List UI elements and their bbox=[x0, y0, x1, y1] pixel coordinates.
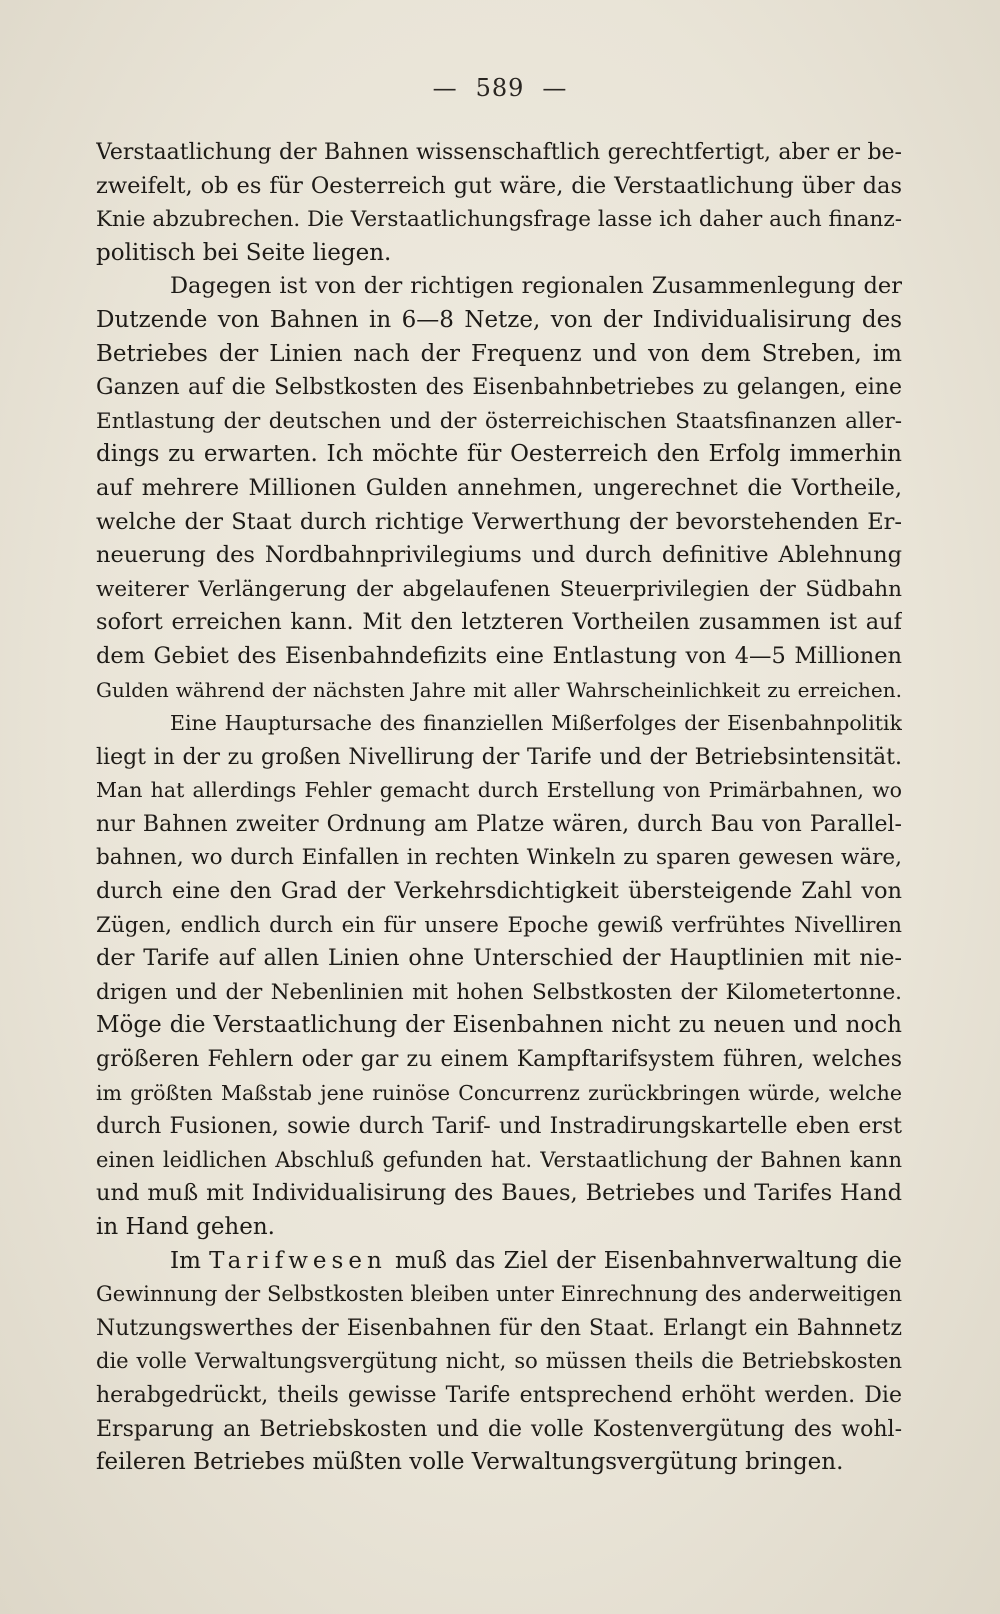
emphasized-term: Tarifwesen bbox=[209, 1247, 387, 1274]
text-line: Man hat allerdings Fehler gemacht durch Erstellung von Primärbahnen, wo bbox=[96, 778, 902, 803]
page-number-header bbox=[0, 74, 1000, 102]
text-line: nur Bahnen zweiter Ordnung am Platze wären, durch Bau von Parallel- bbox=[96, 811, 902, 837]
text-line: weiterer Verlängerung der abgelaufenen Steuerprivilegien der Südbahn bbox=[96, 576, 902, 602]
text-line: größeren Fehlern oder gar zu einem Kampftarifsystem führen, welches bbox=[96, 1047, 902, 1073]
text-line: Entlastung der deutschen und der österreichischen Staatsfinanzen aller- bbox=[96, 408, 902, 434]
text-line: Nutzungswerthes der Eisenbahnen für den Staat. Erlangt ein Bahnnetz bbox=[96, 1315, 902, 1341]
text-line: in Hand gehen. bbox=[96, 1214, 275, 1240]
text-line: Gewinnung der Selbstkosten bleiben unter Einrechnung des anderweitigen bbox=[96, 1282, 902, 1307]
text-line: durch eine den Grad der Verkehrsdichtigkeit übersteigende Zahl von bbox=[96, 878, 902, 905]
text-line: drigen und der Nebenlinien mit hohen Selbstkosten der Kilometertonne. bbox=[96, 979, 902, 1005]
text-line: dings zu erwarten. Ich möchte für Oesterreich den Erfolg immerhin bbox=[96, 441, 902, 468]
text-line: im größten Maßstab jene ruinöse Concurrenz zurückbringen würde, welche bbox=[96, 1080, 902, 1105]
text-line: die volle Verwaltungsvergütung nicht, so müssen theils die Betriebskosten bbox=[96, 1349, 902, 1374]
text-line: durch Fusionen, sowie durch Tarif- und Instradirungskartelle eben erst bbox=[96, 1114, 902, 1140]
paragraph-start-line: Dagegen ist von der richtigen regionalen Zusammenlegung der bbox=[170, 273, 902, 300]
dash-left: — bbox=[432, 74, 458, 102]
text-line: Gulden während der nächsten Jahre mit aller Wahrscheinlichkeit zu erreichen. bbox=[96, 677, 902, 702]
line-lead: Im bbox=[170, 1247, 210, 1274]
paragraph-start-line bbox=[96, 1245, 902, 1279]
text-line: dem Gebiet des Eisenbahndefizits eine Entlastung von 4—5 Millionen bbox=[96, 642, 902, 669]
text-line: herabgedrückt, theils gewisse Tarife entsprechend erhöht werden. Die bbox=[96, 1382, 902, 1408]
dash-right: — bbox=[542, 74, 568, 102]
text-line: Knie abzubrechen. Die Verstaatlichungsfrage lasse ich daher auch finanz- bbox=[96, 207, 902, 233]
text-line: sofort erreichen kann. Mit den letzteren Vortheilen zusammen ist auf bbox=[96, 609, 902, 636]
text-line: welche der Staat durch richtige Verwerthung der bevorstehenden Er- bbox=[96, 508, 902, 535]
text-line: feileren Betriebes müßten volle Verwaltungsvergütung bringen. bbox=[96, 1449, 844, 1476]
page-number: 589 bbox=[475, 74, 525, 102]
text-line: auf mehrere Millionen Gulden annehmen, ungerechnet die Vortheile, bbox=[96, 474, 902, 501]
text-line: Betriebes der Linien nach der Frequenz und von dem Streben, im bbox=[96, 340, 902, 367]
text-line: politisch bei Seite liegen. bbox=[96, 239, 392, 266]
text-line: der Tarife auf allen Linien ohne Unterschied der Hauptlinien mit nie- bbox=[96, 945, 902, 972]
text-line: neuerung des Nordbahnprivilegiums und durch definitive Ablehnung bbox=[96, 542, 902, 569]
text-line: einen leidlichen Abschluß gefunden hat. Verstaatlichung der Bahnen kann bbox=[96, 1147, 902, 1172]
text-line: Ganzen auf die Selbstkosten des Eisenbahnbetriebes zu gelangen, eine bbox=[96, 375, 902, 401]
text-line: zweifelt, ob es für Oesterreich gut wäre, die Verstaatlichung über das bbox=[96, 172, 902, 199]
text-line: und muß mit Individualisirung des Baues, Betriebes und Tarifes Hand bbox=[96, 1180, 902, 1207]
text-line: Zügen, endlich durch ein für unsere Epoche gewiß verfrühtes Nivelliren bbox=[96, 912, 902, 938]
text-line: Ersparung an Betriebskosten und die volle Kostenvergütung des wohl- bbox=[96, 1416, 902, 1442]
text-line: Verstaatlichung der Bahnen wissenschaftlich gerechtfertigt, aber er be- bbox=[96, 140, 902, 165]
body-text bbox=[96, 136, 902, 1480]
paragraph-start-line: Eine Hauptursache des finanziellen Mißerfolges der Eisenbahnpolitik bbox=[170, 711, 902, 736]
text-line: Dutzende von Bahnen in 6—8 Netze, von der Individualisirung des bbox=[96, 306, 902, 333]
text-line: bahnen, wo durch Einfallen in rechten Winkeln zu sparen gewesen wäre, bbox=[96, 845, 902, 871]
text-line: liegt in der zu großen Nivellirung der Tarife und der Betriebsintensität. bbox=[96, 744, 902, 770]
text-line: Möge die Verstaatlichung der Eisenbahnen nicht zu neuen und noch bbox=[96, 1012, 902, 1039]
line-rest: muß das Ziel der Eisenbahnverwaltung die bbox=[386, 1247, 902, 1274]
